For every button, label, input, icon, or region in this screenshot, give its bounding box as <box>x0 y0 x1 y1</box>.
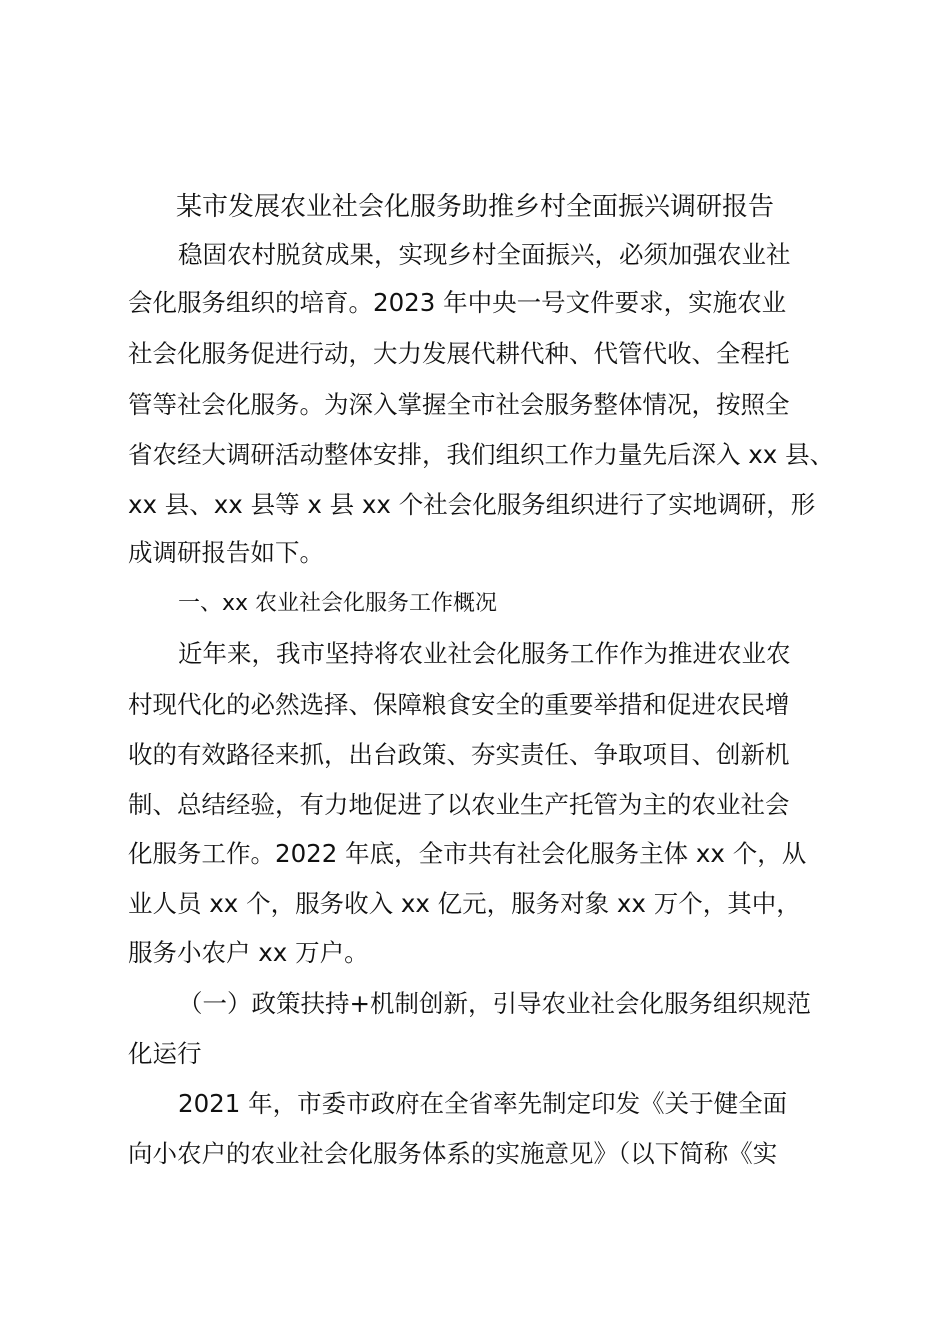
paragraph-line: 服务小农户 xx 万户。 <box>128 938 369 967</box>
paragraph-line: 省农经大调研活动整体安排，我们组织工作力量先后深入 xx 县、 <box>128 440 835 469</box>
paragraph-line: 收的有效路径来抓，出台政策、夯实责任、争取项目、创新机 <box>128 740 790 769</box>
paragraph-line: 管等社会化服务。为深入掌握全市社会服务整体情况，按照全 <box>128 390 790 419</box>
paragraph-line: 成调研报告如下。 <box>128 538 324 567</box>
paragraph-line: 向小农户的农业社会化服务体系的实施意见》（以下简称《实 <box>128 1139 778 1168</box>
subsection-heading-continued: 化运行 <box>128 1039 202 1068</box>
subsection-heading: （一）政策扶持+机制创新，引导农业社会化服务组织规范 <box>178 989 812 1018</box>
paragraph-line: 会化服务组织的培育。2023 年中央一号文件要求，实施农业 <box>128 288 787 317</box>
paragraph-line: 制、总结经验，有力地促进了以农业生产托管为主的农业社会 <box>128 790 790 819</box>
document-title: 某市发展农业社会化服务助推乡村全面振兴调研报告 <box>175 192 774 222</box>
paragraph-line: 稳固农村脱贫成果，实现乡村全面振兴，必须加强农业社 <box>178 240 791 269</box>
paragraph-line: 村现代化的必然选择、保障粮食安全的重要举措和促进农民增 <box>128 690 790 719</box>
section-heading: 一、xx 农业社会化服务工作概况 <box>178 591 498 616</box>
paragraph-line: 化服务工作。2022 年底，全市共有社会化服务主体 xx 个，从 <box>128 839 807 868</box>
paragraph-line: 近年来，我市坚持将农业社会化服务工作作为推进农业农 <box>178 639 791 668</box>
paragraph-line: 社会化服务促进行动，大力发展代耕代种、代管代收、全程托 <box>128 339 790 368</box>
paragraph-line: 业人员 xx 个，服务收入 xx 亿元，服务对象 xx 万个，其中， <box>128 889 801 918</box>
paragraph-line: 2021 年，市委市政府在全省率先制定印发《关于健全面 <box>178 1089 788 1118</box>
paragraph-line: xx 县、xx 县等 x 县 xx 个社会化服务组织进行了实地调研，形 <box>128 490 816 519</box>
